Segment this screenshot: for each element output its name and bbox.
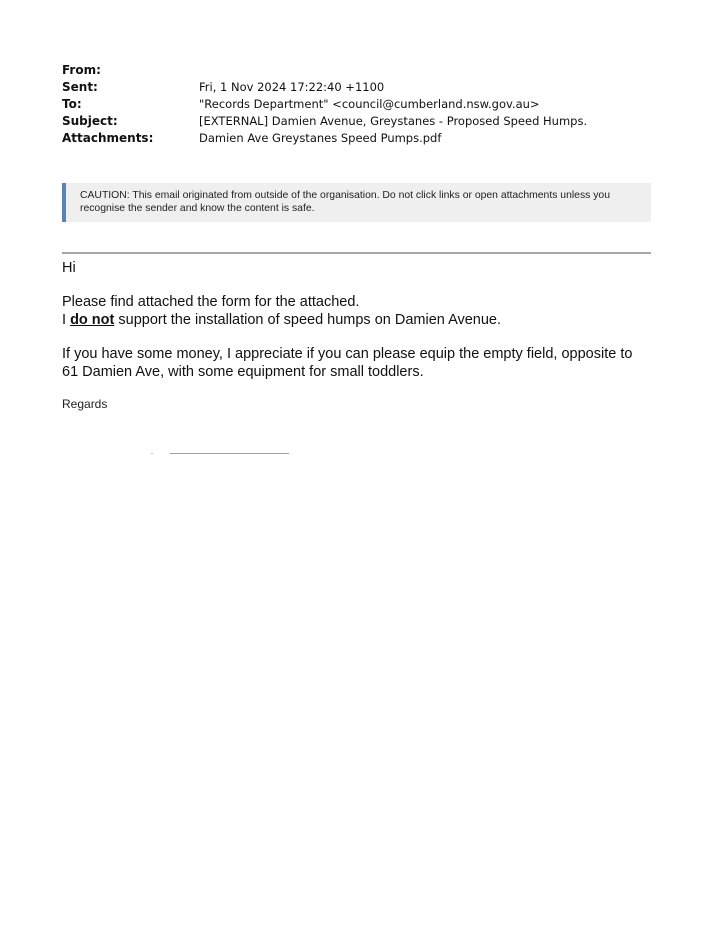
header-row-attachments [62,130,662,147]
line-2-prefix: I [62,312,71,328]
greeting: Hi [62,260,76,276]
header-row-sent [62,79,662,96]
signature-link-underline [170,453,289,454]
attachments-label: Attachments: [62,131,154,145]
email-header [62,62,662,147]
message-paragraph-1 [62,293,662,329]
sent-value: Fri, 1 Nov 2024 17:22:40 +1100 [199,80,385,94]
from-label: From: [62,63,101,77]
sent-label: Sent: [62,80,98,94]
from-value [199,62,662,79]
signoff: Regards [62,397,108,411]
paragraph-1-line-2 [62,311,662,329]
message-paragraph-2: If you have some money, I appreciate if you can please equip the empty field, opposite to 61 Damien Ave, with some equipment for small toddlers. [62,346,633,380]
caution-text: CAUTION: This email originated from outside of the organisation. Do not click links or open attachments unless you recognise the sender and know the content is safe. [80,190,610,214]
caution-banner [62,183,651,222]
header-divider [62,252,651,254]
subject-value: [EXTERNAL] Damien Avenue, Greystanes - Proposed Speed Humps. [199,114,588,128]
signature-mark [151,453,153,454]
subject-label: Subject: [62,114,118,128]
header-row-from [62,62,662,79]
header-row-to [62,96,662,113]
to-label: To: [62,97,82,111]
paragraph-1-line-1: Please find attached the form for the attached. [62,294,360,310]
line-2-suffix: support the installation of speed humps on Damien Avenue. [114,312,502,328]
header-row-subject [62,113,662,130]
to-value: "Records Department" <council@cumberland.nsw.gov.au> [199,97,540,111]
emphasis-do-not: do not [70,312,115,328]
attachment-filename: Damien Ave Greystanes Speed Pumps.pdf [199,131,442,145]
